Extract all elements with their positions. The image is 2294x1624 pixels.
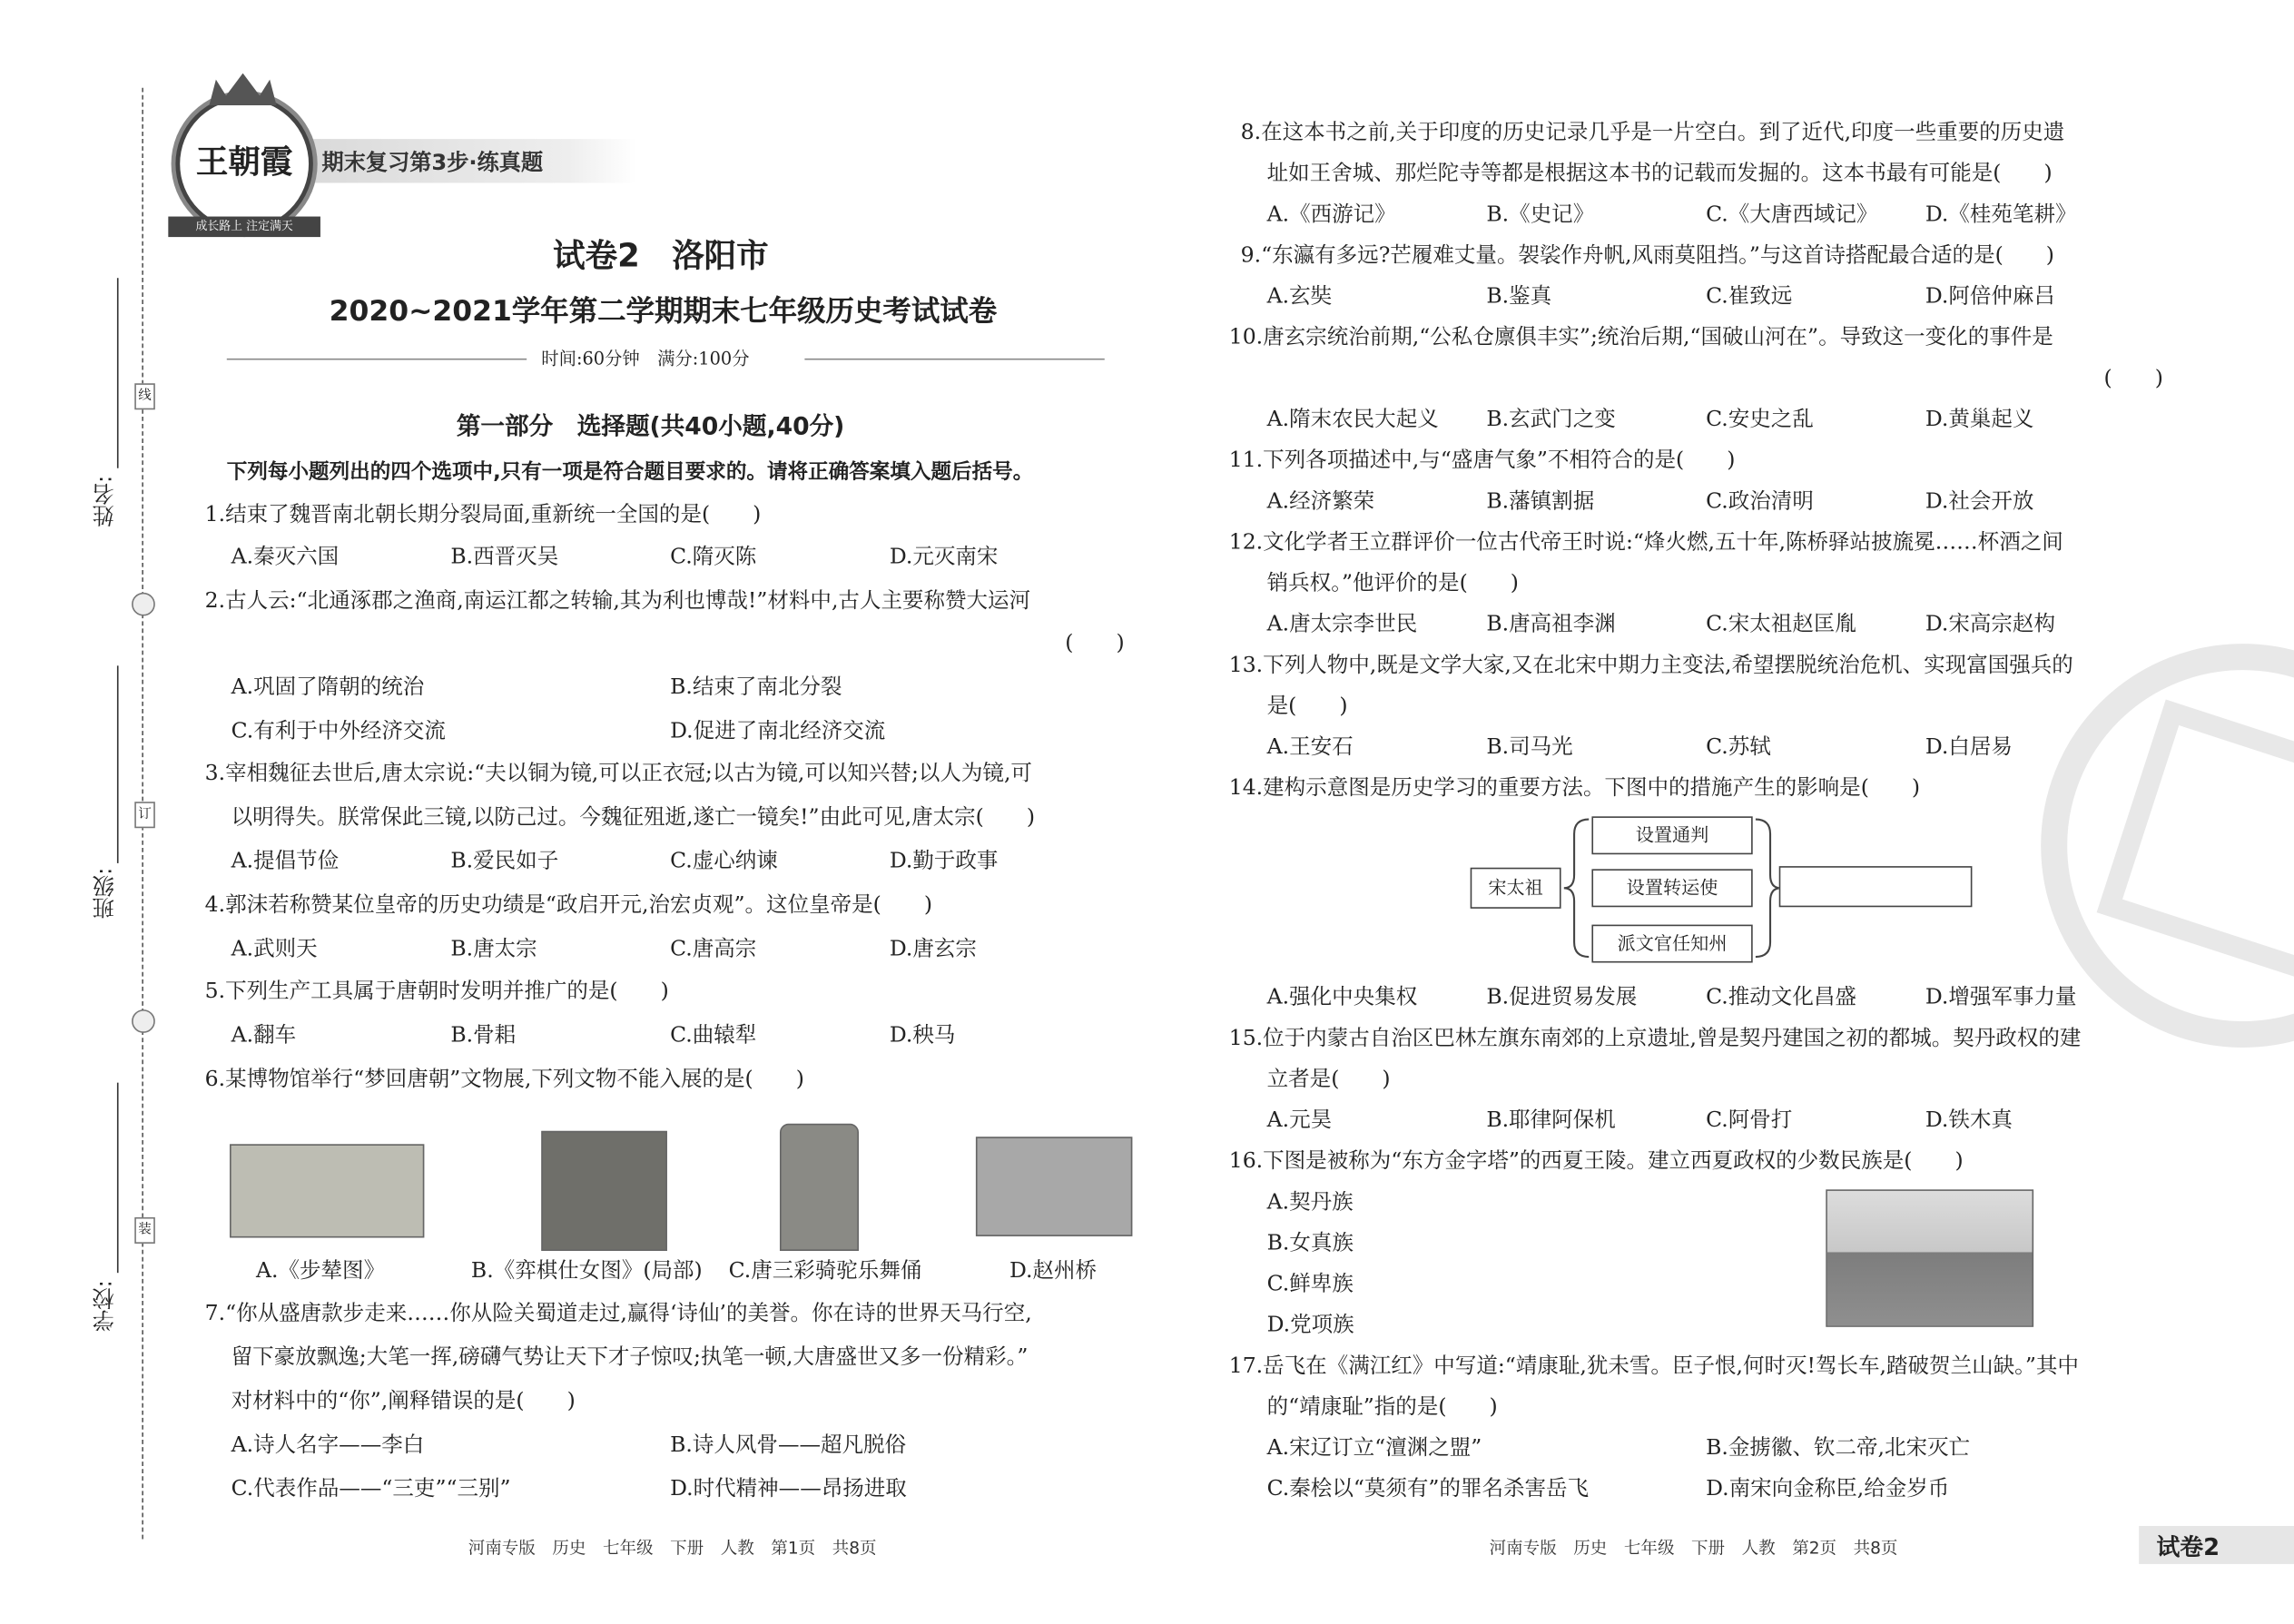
school-label: 学校: bbox=[90, 1280, 117, 1332]
q7-option-d: D.时代精神——昂扬进取 bbox=[670, 1476, 907, 1501]
time-info: 时间:60分钟 满分:100分 bbox=[541, 348, 750, 369]
band-label: 期末复习第3步·练真题 bbox=[321, 149, 544, 176]
question-7-line2: 留下豪放飘逸;大笔一挥,磅礴气势让天下才子惊叹;执笔一顿,大唐盛世又多一份精彩。” bbox=[231, 1344, 1029, 1370]
q2-option-a: A.巩固了隋朝的统治 bbox=[231, 674, 425, 700]
right-footer: 河南专版 历史 七年级 下册 人教 第2页 共8页 bbox=[1489, 1537, 1898, 1559]
question-17-line2: 的“靖康耻”指的是( ) bbox=[1266, 1393, 1498, 1420]
question-13-line1: 13.下列人物中,既是文学大家,又在北宋中期力主变法,希望摆脱统治危机、实现富国强兵的 bbox=[1228, 652, 2073, 678]
school-write-line bbox=[117, 1083, 119, 1274]
q8-option-a: A.《西游记》 bbox=[1266, 202, 1396, 227]
name-label: 姓名: bbox=[90, 475, 117, 527]
q1-option-b: B.西晋灭吴 bbox=[450, 544, 559, 569]
q9-option-a: A.玄奘 bbox=[1266, 283, 1333, 310]
q3-option-a: A.提倡节俭 bbox=[231, 848, 340, 874]
q17-option-d: D.南宋向金称臣,给金岁币 bbox=[1706, 1476, 1950, 1501]
q5-option-d: D.秧马 bbox=[889, 1022, 956, 1048]
q16-option-a: A.契丹族 bbox=[1266, 1189, 1354, 1215]
q2-option-c: C.有利于中外经济交流 bbox=[231, 718, 446, 743]
q12-option-d: D.宋高宗赵构 bbox=[1925, 611, 2055, 637]
q11-option-b: B.藩镇割据 bbox=[1486, 488, 1595, 514]
question-9: 9.“东瀛有多远?芒履难丈量。袈裟作舟帆,风雨莫阻挡。”与这首诗搭配最合适的是( ) bbox=[1240, 242, 2054, 268]
q15-option-d: D.铁木真 bbox=[1925, 1107, 2013, 1133]
image-weiqi-lady-painting bbox=[541, 1131, 667, 1251]
q11-option-a: A.经济繁荣 bbox=[1266, 488, 1375, 514]
q15-option-b: B.耶律阿保机 bbox=[1486, 1107, 1616, 1133]
paper-tag-label: 试卷2 bbox=[2156, 1533, 2220, 1561]
q4-option-b: B.唐太宗 bbox=[450, 936, 537, 961]
question-7-line3: 对材料中的“你”,阐释错误的是( ) bbox=[231, 1388, 576, 1413]
section-band bbox=[300, 139, 636, 182]
q9-option-d: D.阿倍仲麻吕 bbox=[1925, 283, 2055, 310]
q13-option-d: D.白居易 bbox=[1925, 734, 2013, 760]
diagram-result-box bbox=[1779, 866, 1973, 907]
question-6: 6.某博物馆举行“梦回唐朝”文物展,下列文物不能入展的是( ) bbox=[204, 1066, 804, 1092]
q2-answer-paren: ( ) bbox=[1065, 630, 1125, 656]
q10-option-c: C.安史之乱 bbox=[1706, 407, 1814, 432]
binding-tag-order: 订 bbox=[134, 802, 155, 828]
binding-tag-bind: 装 bbox=[134, 1217, 155, 1244]
q17-option-c: C.秦桧以“莫须有”的罪名杀害岳飞 bbox=[1266, 1476, 1590, 1501]
brand-logo bbox=[175, 95, 312, 232]
q9-option-b: B.鉴真 bbox=[1486, 283, 1552, 310]
image-bunian-painting bbox=[230, 1144, 424, 1237]
q15-option-a: A.元昊 bbox=[1266, 1107, 1333, 1133]
left-footer: 河南专版 历史 七年级 下册 人教 第1页 共8页 bbox=[468, 1537, 877, 1559]
q14-option-d: D.增强军事力量 bbox=[1925, 984, 2077, 1010]
q5-option-c: C.曲辕犁 bbox=[670, 1022, 757, 1048]
q12-option-c: C.宋太祖赵匡胤 bbox=[1706, 611, 1856, 637]
q10-answer-paren: ( ) bbox=[2103, 365, 2163, 391]
question-3-line1: 3.宰相魏征去世后,唐太宗说:“夫以铜为镜,可以正衣冠;以古为镜,可以知兴替;以人为镜,可 bbox=[204, 761, 1032, 786]
q11-option-d: D.社会开放 bbox=[1925, 488, 2034, 514]
question-4: 4.郭沫若称赞某位皇帝的历史功绩是“政启开元,治宏贞观”。这位皇帝是( ) bbox=[204, 892, 933, 918]
class-label: 班级: bbox=[90, 867, 117, 920]
question-15-line2: 立者是( ) bbox=[1266, 1066, 1391, 1092]
q14-option-b: B.促进贸易发展 bbox=[1486, 984, 1638, 1010]
q8-option-b: B.《史记》 bbox=[1486, 202, 1595, 227]
question-15-line1: 15.位于内蒙古自治区巴林左旗东南郊的上京遗址,曾是契丹建国之初的都城。契丹政权的建 bbox=[1228, 1025, 2082, 1051]
paper-title: 试卷2 洛阳市 bbox=[553, 238, 769, 275]
paper-subtitle: 2020~2021学年第二学期期末七年级历史考试试卷 bbox=[329, 293, 998, 329]
q17-option-b: B.金掳徽、钦二帝,北宋灭亡 bbox=[1706, 1435, 1971, 1461]
question-13-line2: 是( ) bbox=[1266, 693, 1348, 719]
q7-option-c: C.代表作品——“三吏”“三别” bbox=[231, 1476, 511, 1501]
question-8-line2: 址如王舍城、那烂陀寺等都是根据这本书的记载而发掘的。这本书最有可能是( ) bbox=[1266, 161, 2053, 186]
binding-hole-icon bbox=[132, 593, 155, 616]
q3-option-c: C.虚心纳谏 bbox=[670, 848, 778, 874]
q1-option-c: C.隋灭陈 bbox=[670, 544, 757, 569]
q14-option-c: C.推动文化昌盛 bbox=[1706, 984, 1856, 1010]
question-12-line2: 销兵权。”他评价的是( ) bbox=[1266, 570, 1519, 595]
q12-option-a: A.唐太宗李世民 bbox=[1266, 611, 1418, 637]
image-camel-figurine bbox=[780, 1124, 859, 1251]
q11-option-c: C.政治清明 bbox=[1706, 488, 1814, 514]
q8-option-c: C.《大唐西域记》 bbox=[1706, 202, 1878, 227]
q3-option-d: D.勤于政事 bbox=[889, 848, 999, 874]
q12-option-b: B.唐高祖李渊 bbox=[1486, 611, 1616, 637]
diagram-item-1: 设置通判 bbox=[1591, 816, 1752, 854]
q2-option-b: B.结束了南北分裂 bbox=[670, 674, 842, 700]
q5-option-b: B.骨耜 bbox=[450, 1022, 517, 1048]
image-xixia-tombs bbox=[1826, 1189, 2033, 1326]
question-5: 5.下列生产工具属于唐朝时发明并推广的是( ) bbox=[204, 979, 669, 1004]
q2-option-d: D.促进了南北经济交流 bbox=[670, 718, 886, 743]
q6-option-c: C.唐三彩骑驼乐舞俑 bbox=[728, 1258, 922, 1284]
q7-option-a: A.诗人名字——李白 bbox=[231, 1432, 425, 1458]
q9-option-c: C.崔致远 bbox=[1706, 283, 1793, 310]
q10-option-a: A.隋末农民大起义 bbox=[1266, 407, 1439, 432]
question-11: 11.下列各项描述中,与“盛唐气象”不相符合的是( ) bbox=[1228, 448, 1736, 473]
question-10: 10.唐玄宗统治前期,“公私仓廪俱丰实”;统治后期,“国破山河在”。导致这一变化的事件是 bbox=[1228, 324, 2053, 350]
q4-option-d: D.唐玄宗 bbox=[889, 936, 977, 961]
time-bar bbox=[227, 345, 1105, 371]
q7-option-b: B.诗人风骨——超凡脱俗 bbox=[670, 1432, 907, 1458]
diagram-bracket-right bbox=[1753, 816, 1782, 960]
logo-name: 王朝霞 bbox=[195, 143, 293, 182]
question-17-line1: 17.岳飞在《满江红》中写道:“靖康耻,犹未雪。臣子恨,何时灭!驾长车,踏破贺兰山缺。”其中 bbox=[1228, 1353, 2079, 1379]
binding-hole-icon bbox=[132, 1009, 155, 1033]
question-3-line2: 以明得失。朕常保此三镜,以防己过。今魏征殂逝,遂亡一镜矣!”由此可见,唐太宗( ) bbox=[231, 804, 1036, 830]
watermark-seal-icon bbox=[2041, 644, 2294, 1048]
q13-option-b: B.司马光 bbox=[1486, 734, 1573, 760]
diagram-item-2: 设置转运使 bbox=[1591, 869, 1752, 907]
diagram-bracket-left bbox=[1562, 816, 1591, 960]
q13-option-a: A.王安石 bbox=[1266, 734, 1354, 760]
q1-option-d: D.元灭南宋 bbox=[889, 544, 999, 569]
diagram-item-3: 派文官任知州 bbox=[1591, 925, 1752, 963]
question-8-line1: 8.在这本书之前,关于印度的历史记录几乎是一片空白。到了近代,印度一些重要的历史遗 bbox=[1240, 120, 2065, 145]
q13-option-c: C.苏轼 bbox=[1706, 734, 1771, 760]
q16-option-c: C.鲜卑族 bbox=[1266, 1271, 1354, 1296]
section-heading: 第一部分 选择题(共40小题,40分) bbox=[456, 412, 845, 441]
class-write-line bbox=[117, 665, 119, 863]
q15-option-c: C.阿骨打 bbox=[1706, 1107, 1793, 1133]
q10-option-b: B.玄武门之变 bbox=[1486, 407, 1616, 432]
q17-option-a: A.宋辽订立“澶渊之盟” bbox=[1266, 1435, 1482, 1461]
image-zhaozhou-bridge bbox=[976, 1137, 1132, 1236]
question-1: 1.结束了魏晋南北朝长期分裂局面,重新统一全国的是( ) bbox=[204, 501, 762, 527]
diagram-root-box: 宋太祖 bbox=[1471, 868, 1561, 909]
q6-option-b: B.《弈棋仕女图》(局部) bbox=[470, 1258, 703, 1284]
logo-slogan: 成长路上 注定满天 bbox=[168, 217, 320, 238]
name-write-line bbox=[117, 278, 119, 468]
q3-option-b: B.爱民如子 bbox=[450, 848, 559, 874]
question-2: 2.古人云:“北通涿郡之渔商,南运江都之转输,其为利也博哉!”材料中,古人主要称赞大运河 bbox=[204, 587, 1031, 614]
q14-option-a: A.强化中央集权 bbox=[1266, 984, 1418, 1010]
crown-icon bbox=[209, 74, 276, 105]
question-16: 16.下图是被称为“东方金字塔”的西夏王陵。建立西夏政权的少数民族是( ) bbox=[1228, 1148, 1964, 1174]
q5-option-a: A.翻车 bbox=[231, 1022, 297, 1048]
question-12-line1: 12.文化学者王立群评价一位古代帝王时说:“烽火燃,五十年,陈桥驿站披旒冕……杯酒之间 bbox=[1228, 529, 2063, 555]
paper-tag bbox=[2139, 1526, 2294, 1564]
q8-option-d: D.《桂苑笔耕》 bbox=[1925, 202, 2077, 227]
question-7-line1: 7.“你从盛唐款步走来……你从险关蜀道走过,赢得‘诗仙’的美誉。你在诗的世界天马行空, bbox=[204, 1300, 1032, 1326]
q16-option-b: B.女真族 bbox=[1266, 1230, 1354, 1255]
q1-option-a: A.秦灭六国 bbox=[231, 544, 340, 569]
question-14: 14.建构示意图是历史学习的重要方法。下图中的措施产生的影响是( ) bbox=[1228, 775, 1921, 801]
q6-option-d: D.赵州桥 bbox=[1009, 1258, 1098, 1284]
section-instruction: 下列每小题列出的四个选项中,只有一项是符合题目要求的。请将正确答案填入题后括号。 bbox=[226, 460, 1034, 485]
q4-option-a: A.武则天 bbox=[231, 936, 318, 961]
binding-tag-line: 线 bbox=[134, 383, 155, 409]
q10-option-d: D.黄巢起义 bbox=[1925, 407, 2034, 432]
q4-option-c: C.唐高宗 bbox=[670, 936, 757, 961]
q16-option-d: D.党项族 bbox=[1266, 1312, 1354, 1338]
q6-option-a: A.《步辇图》 bbox=[256, 1258, 386, 1284]
